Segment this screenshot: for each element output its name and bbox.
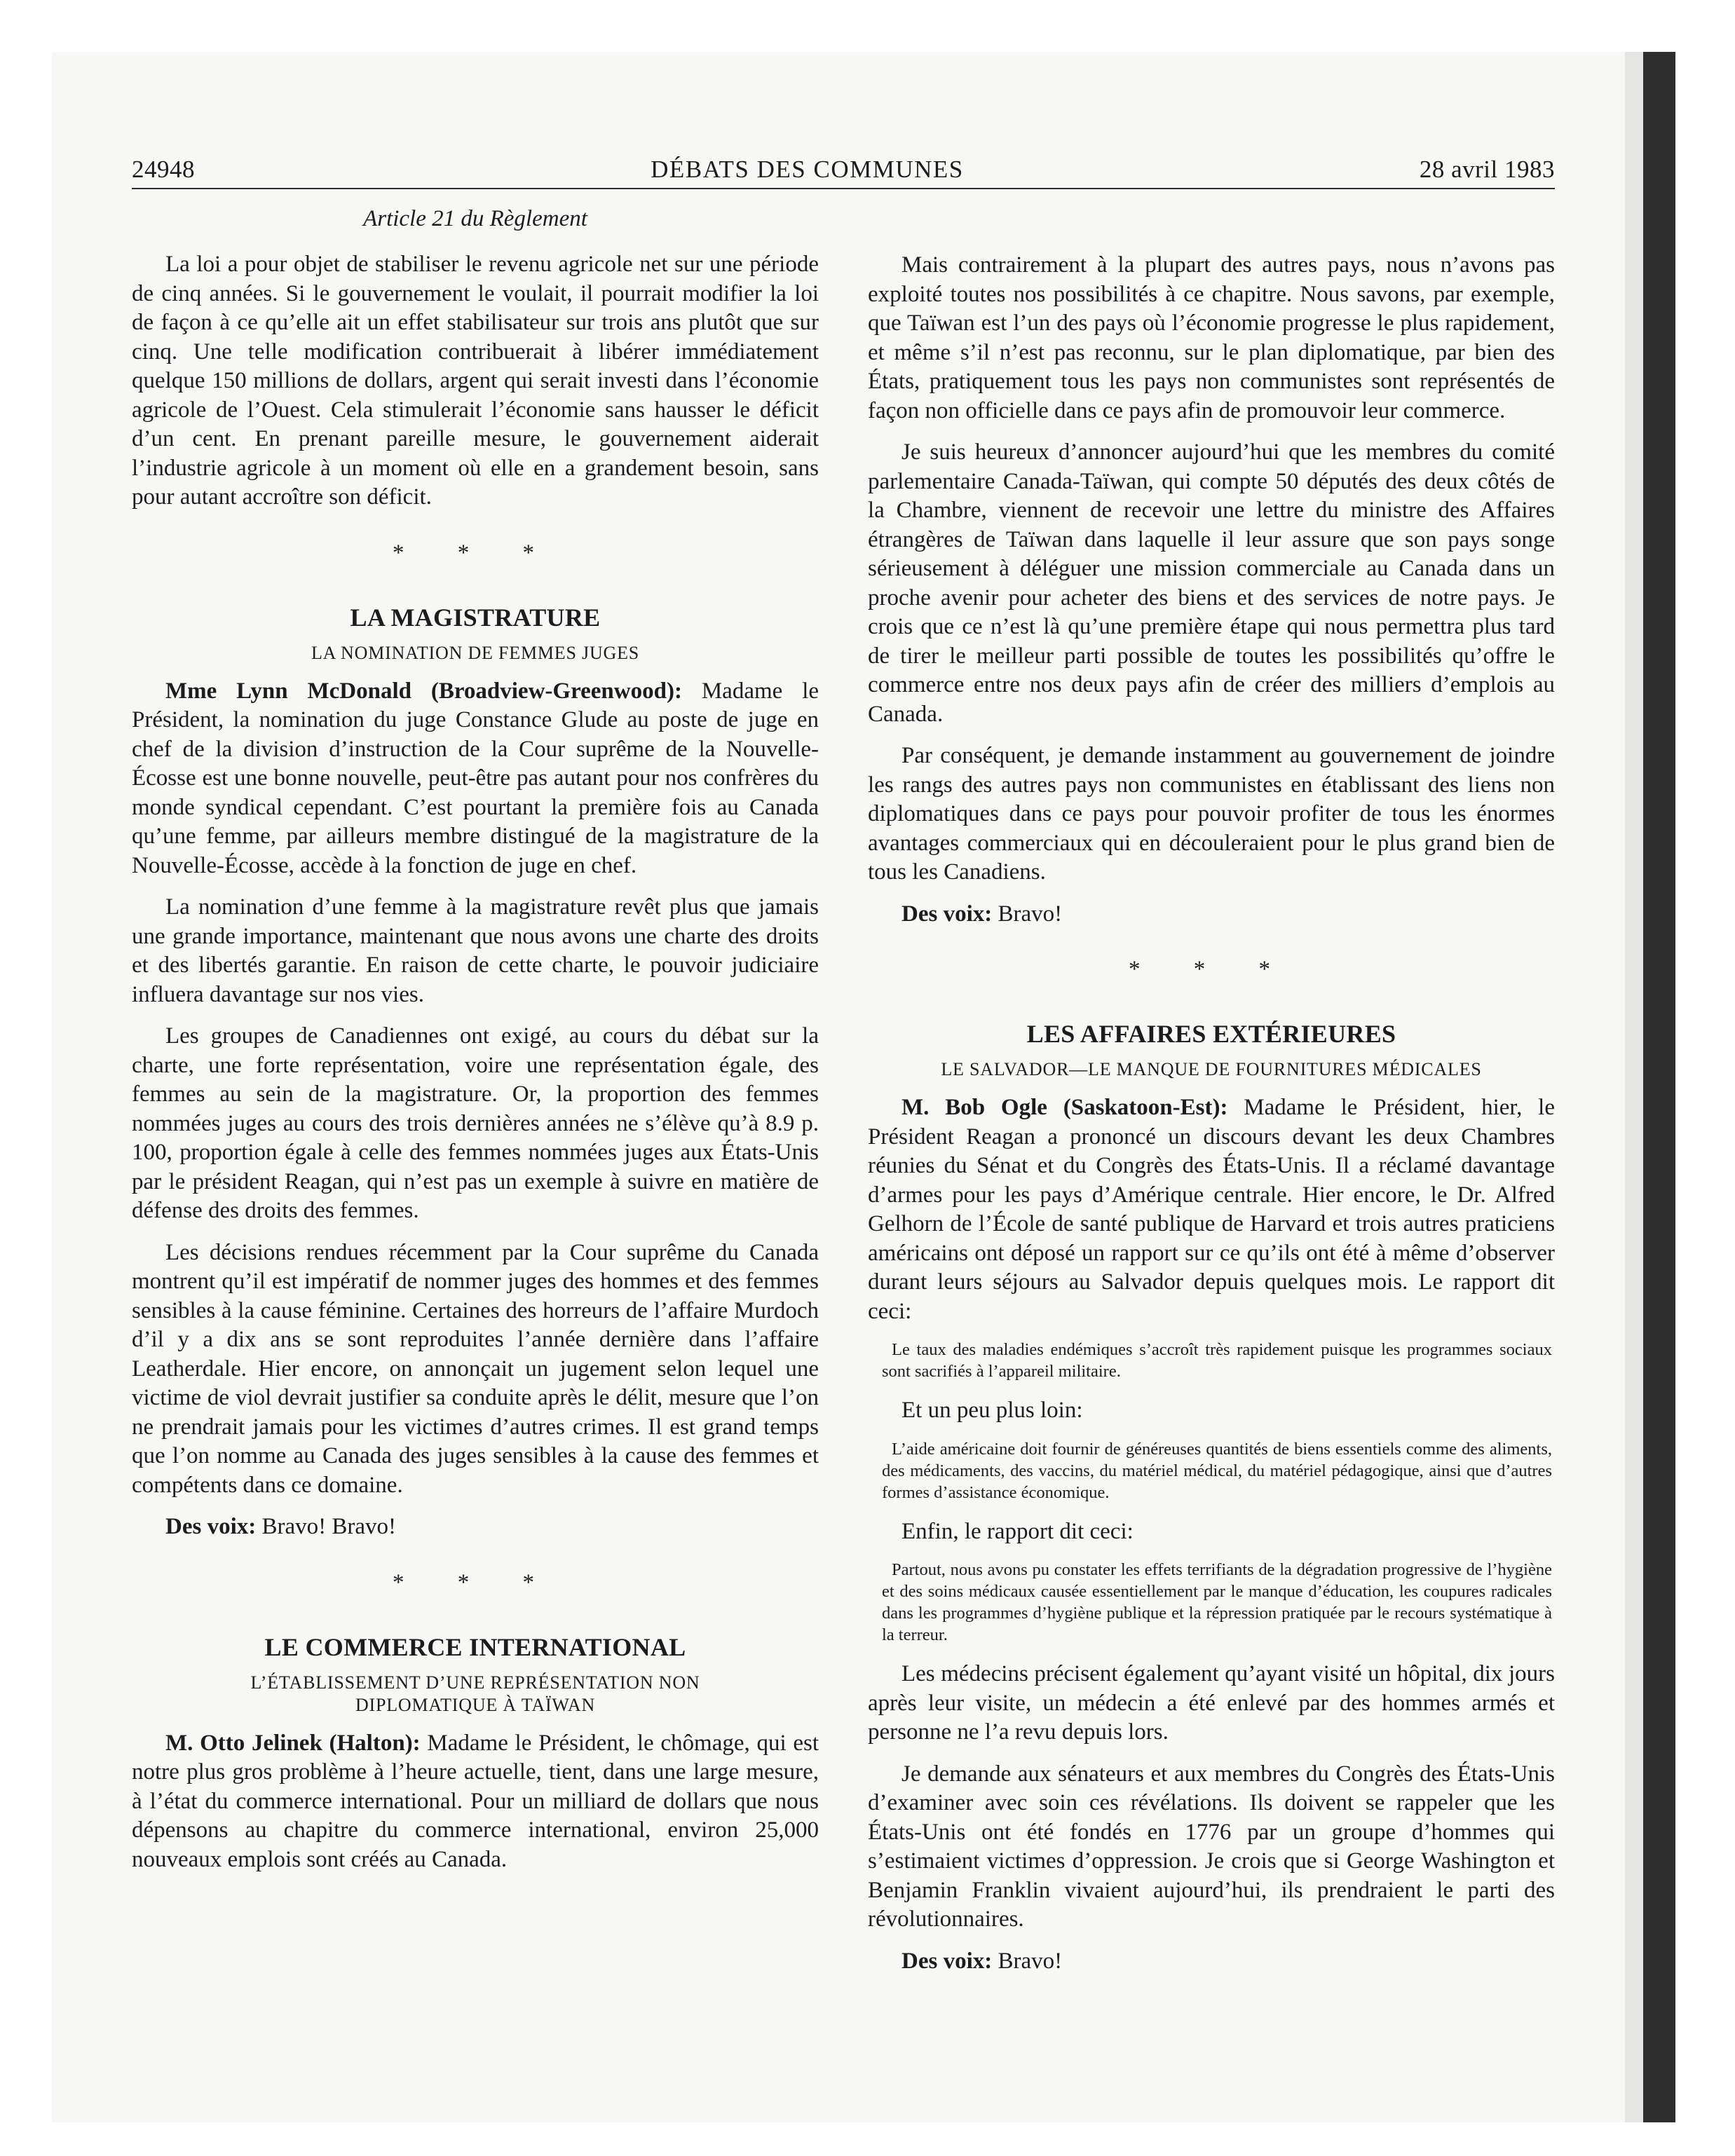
section-heading-external-affairs: LES AFFAIRES EXTÉRIEURES xyxy=(1026,1020,1396,1048)
paragraph: La nomination d’une femme à la magistrature revêt plus que jamais une grande importance, maintenant que nous avons une charte des droits et des libertés garantie. En raison de cette charte, le pouvoir judiciaire influera davantage sur nos vies. xyxy=(132,894,819,1007)
speech-text: Madame le Président, le chômage, qui est notre plus gros problème à l’heure actuelle, tient, dans une large mesure, à l’état du commerce international. Pour un milliard de dollars que nous dépensons au chapitre du commerce international, environ 25,000 nouveaux emplois sont créés au Canada. xyxy=(132,1730,819,1872)
voices-label: Des voix: xyxy=(165,1514,257,1539)
speaker-name: M. Bob Ogle (Saskatoon-Est): xyxy=(901,1095,1228,1120)
speech-text: Madame le Président, hier, le Président Reagan a prononcé un discours devant les deux Chambres réunies du Sénat et du Congrès des États-Unis. Il a réclamé davantage d’armes pour les pays d’Amérique centrale. Hier encore, le Dr. Alfred Gelhorn de l’École de santé publique de Harvard et trois autres praticiens américains ont déposé un rapport sur ce qu’ils ont été à même d’observer durant leurs séjours au Salvador depuis quelques mois. Le rapport dit ceci: xyxy=(868,1095,1555,1324)
voices-line xyxy=(868,1947,1555,1977)
subheading-women-judges: LA NOMINATION DE FEMMES JUGES xyxy=(311,642,640,663)
section-heading-commerce: LE COMMERCE INTERNATIONAL xyxy=(264,1632,686,1661)
paragraph xyxy=(132,677,819,881)
subheading-taiwan xyxy=(132,1672,819,1717)
standing-order-label: Article 21 du Règlement xyxy=(363,206,587,231)
paragraph: Par conséquent, je demande instamment au gouvernement de joindre les rangs des autres pays non communistes en établissant des liens non diplomatiques dans ce pays pour pouvoir profiter de tous les énormes avantages commerciaux qui en découleraient pour le plus grand bien de tous les Canadiens. xyxy=(868,743,1555,885)
subheading-line: DIPLOMATIQUE À TAÏWAN xyxy=(355,1694,596,1715)
voices-line xyxy=(132,1513,819,1542)
page-number: 24948 xyxy=(132,156,195,183)
paragraph: Les groupes de Canadiennes ont exigé, au cours du débat sur la charte, une forte représentation, voire une représentation égale, des femmes au sein de la magistrature. Or, la proportion des femmes nommées juges au cours des trois dernières années ne s’élève qu’à 8.9 p. 100, proportion égale à celle des femmes nommées juges aux États-Unis par le président Reagan, qui n’est pas un exemple à suivre en matière de défense des droits des femmes. xyxy=(132,1023,819,1223)
page-header xyxy=(132,156,1555,189)
speech-text: Madame le Président, la nomination du juge Constance Glude au poste de juge en chef de la division d’instruction de la Cour suprême de la Nouvelle-Écosse est une bonne nouvelle, peut-être pas autant pour nos confrères du monde syndical cependant. C’est pourtant la première fois au Canada qu’une femme, par ailleurs membre distingué de la magistrature de la Nouvelle-Écosse, accède à la fonction de juge en chef. xyxy=(132,678,819,878)
scan-edge-shadow xyxy=(1625,52,1643,2122)
paragraph xyxy=(868,1093,1555,1326)
section-separator: * * * xyxy=(393,540,558,566)
section-separator: * * * xyxy=(1129,957,1294,982)
speaker-name: Mme Lynn McDonald (Broadview-Greenwood): xyxy=(165,678,682,704)
subheading-salvador: LE SALVADOR—LE MANQUE DE FOURNITURES MÉDICALES xyxy=(941,1059,1482,1079)
report-quote: Le taux des maladies endémiques s’accroît très rapidement puisque les programmes sociaux sont sacrifiés à l’appareil militaire. xyxy=(882,1340,1552,1381)
paragraph: Et un peu plus loin: xyxy=(901,1398,1083,1423)
report-quote: L’aide américaine doit fournir de généreuses quantités de biens essentiels comme des aliments, des médicaments, des vaccins, du matériel médical, du matériel pédagogique, ainsi que d’autres formes d’assistance économique. xyxy=(882,1439,1552,1502)
paragraph: Je demande aux sénateurs et aux membres du Congrès des États-Unis d’examiner avec soin ces révélations. Ils doivent se rappeler que les États-Unis ont été fondés en 1776 par un groupe d’hommes qui s’estimaient victimes d’oppression. Je crois que si George Washington et Benjamin Franklin vivaient aujourd’hui, ils prendraient le parti des révolutionnaires. xyxy=(868,1761,1555,1932)
speaker-name: M. Otto Jelinek (Halton): xyxy=(165,1730,421,1756)
paragraph: Je suis heureux d’annoncer aujourd’hui que les membres du comité parlementaire Canada-Taïwan, qui compte 50 députés des deux côtés de la Chambre, viennent de recevoir une lettre du ministre des Affaires étrangères de Taïwan dans laquelle il leur assure que son pays songe sérieusement à déléguer une mission commerciale au Canada dans un proche avenir pour acheter des biens et des services de notre pays. Je crois que ce n’est là qu’une première étape qui nous permettra plus tard de tirer le meilleur parti possible de toutes les possibilités qu’offre le commerce entre nos deux pays afin de créer des milliers d’emplois au Canada. xyxy=(868,439,1555,727)
paragraph: Les médecins précisent également qu’ayant visité un hôpital, dix jours après leur visite, un médecin a été enlevé par des hommes armés et personne ne l’a revu depuis lors. xyxy=(868,1661,1555,1745)
two-column-body xyxy=(132,206,1555,1988)
voices-label: Des voix: xyxy=(901,1948,993,1974)
hansard-page xyxy=(132,156,1555,2048)
paragraph: Enfin, le rapport dit ceci: xyxy=(901,1518,1134,1544)
paragraph: Mais contrairement à la plupart des autres pays, nous n’avons pas exploité toutes nos possibilités à ce chapitre. Nous savons, par exemple, que Taïwan est l’un des pays où l’économie progresse le plus rapidement, et même s’il n’est pas reconnu, sur le plan diplomatique, par bien des États, pratiquement tous les pays non communistes sont représentés de façon non officielle dans ce pays afin de promouvoir leur commerce. xyxy=(868,252,1555,423)
page-date: 28 avril 1983 xyxy=(1419,156,1555,183)
voices-label: Des voix: xyxy=(901,901,993,927)
scan-dark-border xyxy=(1643,52,1675,2122)
subheading-line: L’ÉTABLISSEMENT D’UNE REPRÉSENTATION NON xyxy=(250,1672,700,1693)
voices-text: Bravo! xyxy=(998,1948,1063,1974)
left-column xyxy=(132,206,819,1988)
section-heading-magistrature: LA MAGISTRATURE xyxy=(350,603,601,632)
right-column xyxy=(868,206,1555,1988)
report-quote: Partout, nous avons pu constater les effets terrifiants de la dégradation progressive de l’hygiène et des soins médicaux causée essentiellement par le manque d’éducation, les coupures radicales dans les programmes d’hygiène publique et la répression pratiquée par le recours systématique à la terreur. xyxy=(882,1560,1552,1644)
voices-text: Bravo! Bravo! xyxy=(261,1514,397,1539)
voices-line xyxy=(868,900,1555,929)
intro-paragraph: La loi a pour objet de stabiliser le revenu agricole net sur une période de cinq années. Si le gouvernement le voulait, il pourrait modifier la loi de façon à ce qu’elle ait un effet stabilisateur sur trois ans plutôt que sur cinq. Une telle modification contribuerait à libérer immédiatement quelque 150 millions de dollars, argent qui serait investi dans l’économie agricole de l’Ouest. Cela stimulerait l’économie sans hausser le déficit d’un cent. En prenant pareille mesure, le gouvernement aiderait l’industrie agricole à un moment où elle en a grandement besoin, sans pour autant accroître son déficit. xyxy=(132,252,819,510)
voices-text: Bravo! xyxy=(998,901,1063,927)
publication-title: DÉBATS DES COMMUNES xyxy=(651,156,964,183)
paragraph: Les décisions rendues récemment par la Cour suprême du Canada montrent qu’il est impératif de nommer juges des hommes et des femmes sensibles à la cause féminine. Certaines des horreurs de l’affaire Murdoch d’il y a dix ans se sont reproduites l’année dernière dans l’affaire Leatherdale. Hier encore, on annonçait un jugement selon lequel une victime de viol devrait justifier sa conduite après le délit, mesure que l’on ne prendrait jamais pour les victimes d’autres crimes. Il est grand temps que l’on nomme au Canada des juges sensibles à la cause des femmes et compétents dans ce domaine. xyxy=(132,1239,819,1498)
section-separator: * * * xyxy=(393,1569,558,1595)
paragraph xyxy=(132,1729,819,1875)
